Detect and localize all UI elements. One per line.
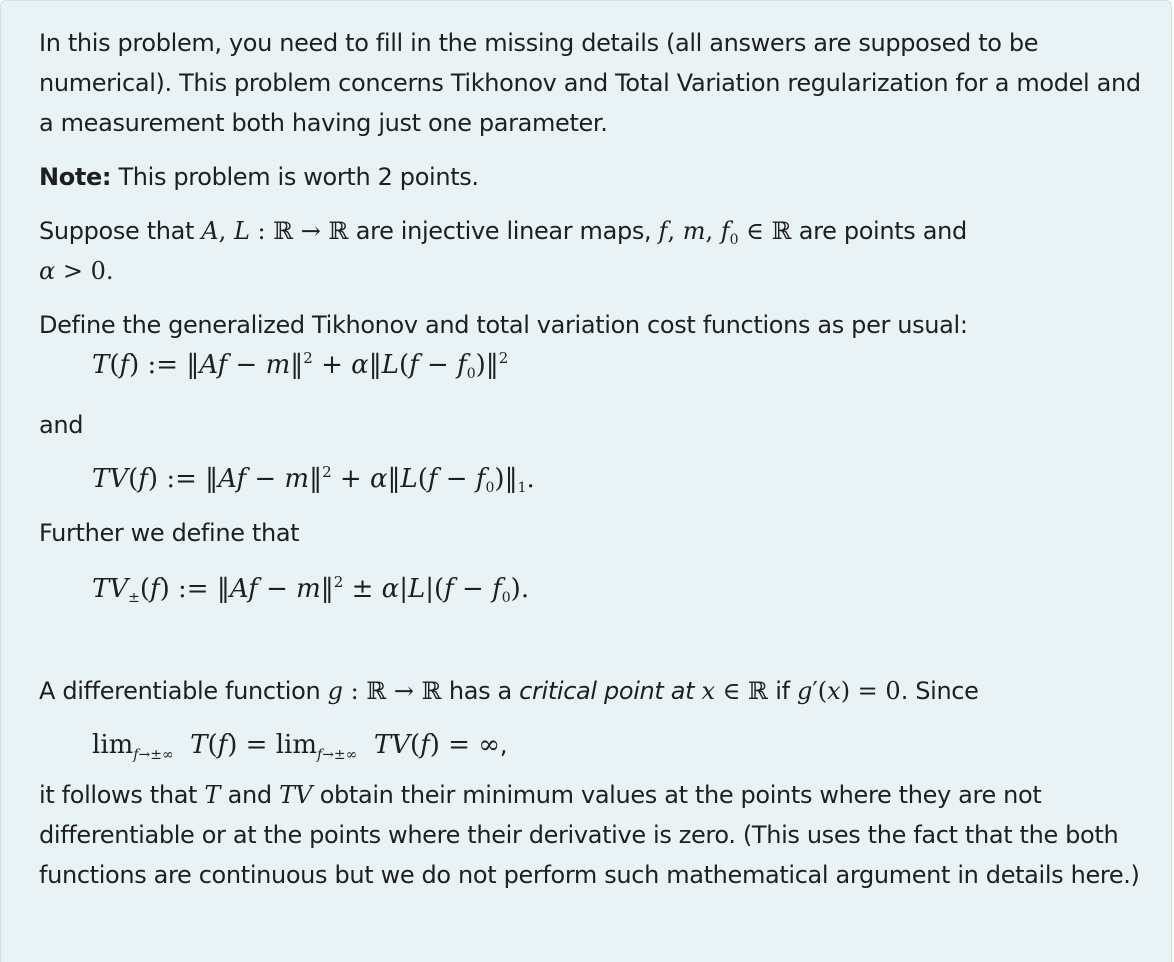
suppose-text-2: are injective linear maps, [348, 217, 659, 245]
derivative-formula: g′(x) = 0 [796, 677, 901, 705]
intro-paragraph: In this problem, you need to fill in the missing details (all answers are supposed to be numerical). This problem concerns Tikhonov and Total Variation regularization for a model and a measurement both having just one parameter. [39, 29, 1141, 137]
tv-symbol: TV [279, 781, 313, 809]
critical-text-1: A differentiable function [39, 677, 328, 705]
critical-text-3: if [767, 677, 797, 705]
limit-trailing: , [499, 731, 508, 759]
follows-text-3: obtain their minimum values at the points where they are not differentiable or at the points where their derivative is zero. (This uses the fact that the both functions are continuous but we do not perform such mathematical argument in details here.) [39, 781, 1140, 889]
alpha-condition: α > 0. [39, 257, 114, 285]
critical-text-2: has a [441, 677, 520, 705]
and-paragraph: and [39, 411, 84, 439]
function-formula: g : ℝ → ℝ [327, 677, 442, 705]
suppose-paragraph [39, 211, 1141, 291]
critical-text-4: . Since [900, 677, 979, 705]
points-formula: f, m, $f_0$ ∈ ℝ [658, 217, 792, 248]
tikhonov-formula: T(f) := ‖Af − m‖$^2$ + α‖L(f − $f_0)‖^2$ [92, 349, 509, 382]
follows-paragraph [39, 775, 1141, 895]
limit-formula: $\lim_{f\to\pm\infty} T(f) = \lim_{f\to\pm\infty} TV(f)$ = ∞, [92, 730, 508, 763]
follows-text-2: and [220, 781, 280, 809]
tv-pm-formula: $TV_\pm(f)$ := ‖Af − m‖$^2$ ± $\alpha|L|(f - f_0)$. [92, 573, 530, 606]
suppose-text-3: are points and [791, 217, 967, 245]
define-paragraph: Define the generalized Tikhonov and total variation cost functions as per usual: [39, 311, 968, 339]
follows-text-1: it follows that [39, 781, 205, 809]
further-paragraph: Further we define that [39, 519, 300, 547]
tv-formula: TV(f) := ‖Af − m‖$^2$ + α‖L(f − $f_0)‖_1$. [92, 463, 535, 496]
suppose-text-1: Suppose that [39, 217, 202, 245]
t-symbol: T [204, 781, 221, 809]
note-label: Note: [39, 163, 112, 191]
critical-paragraph [39, 671, 1141, 711]
note-text: This problem is worth 2 points. [118, 163, 479, 191]
note-paragraph [39, 157, 1141, 197]
x-formula: x ∈ ℝ [701, 677, 768, 705]
critical-emph: critical point at [519, 677, 695, 705]
maps-formula: A, L : ℝ → ℝ [201, 217, 349, 245]
